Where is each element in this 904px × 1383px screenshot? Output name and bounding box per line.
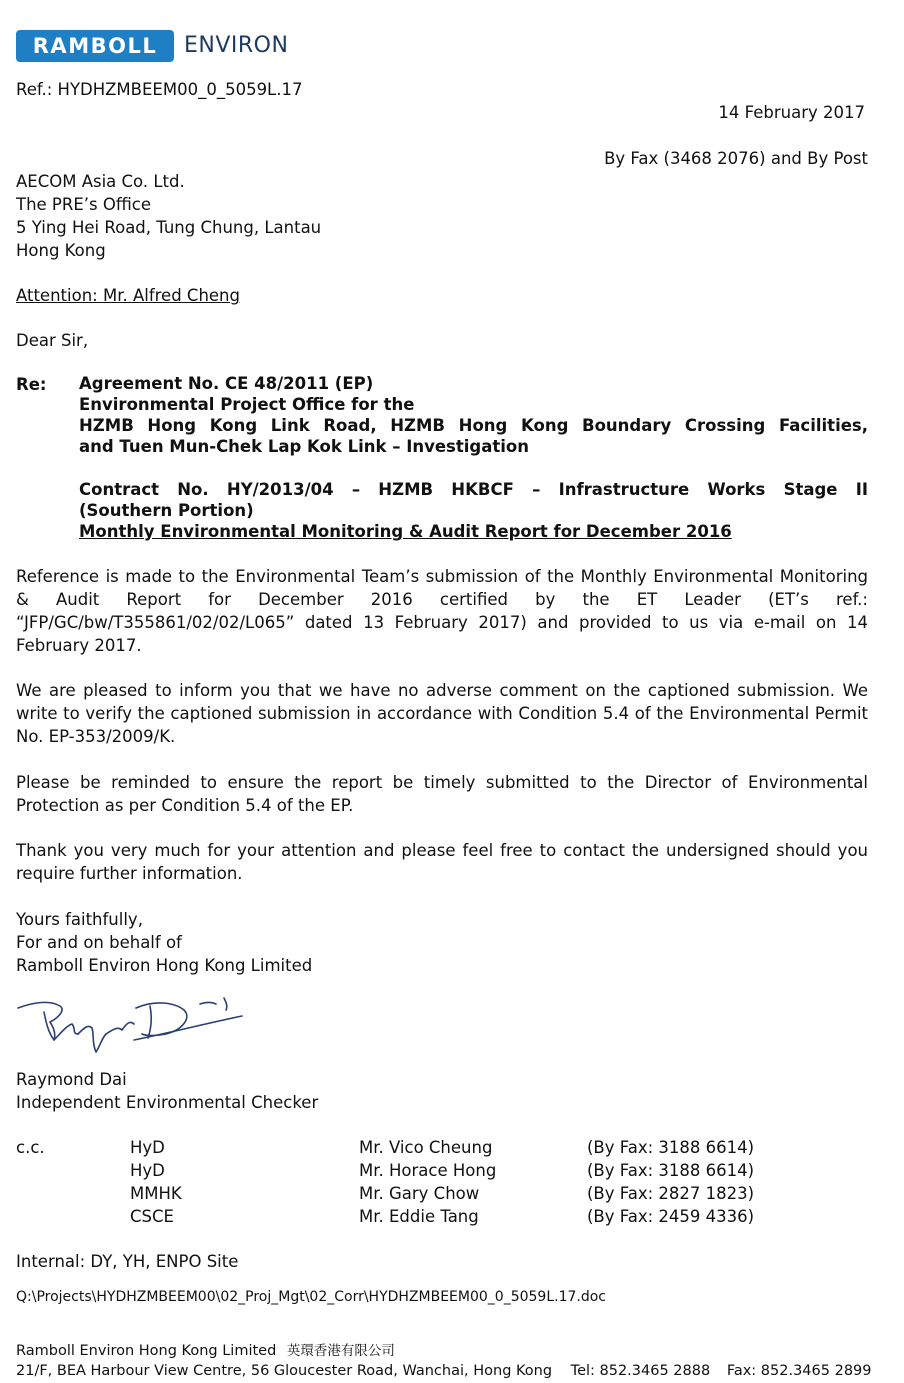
cc-fax: (By Fax: 2459 4336) [587,1207,755,1226]
cc-person: Mr. Horace Hong [359,1161,497,1180]
signatory-name: Raymond Dai [16,1070,127,1089]
subject-line: HZMB Hong Kong Link Road, HZMB Hong Kong Boundary Crossing Facilities, [79,416,868,435]
body-paragraph: Reference is made to the Environmental Team’s submission of the Monthly Environmental Monitoring & Audit Report for December 2016 certified by the ET Leader (ET’s ref.: “JFP/GC/bw/T355861/02/02/L065” dated 13 February 2017) and provided to us via e-mail on 14 February 2017. [16,567,868,655]
salutation: Dear Sir, [16,331,89,350]
cc-list [0,1136,904,1236]
reference-number: Ref.: HYDHZMBEEM00_0_5059L.17 [16,80,303,99]
cc-label: c.c. [16,1138,45,1157]
subject-line: (Southern Portion) [79,501,254,520]
footer-tel: Tel: 852.3465 2888 [570,1363,711,1379]
address-line: Hong Kong [16,241,106,260]
recipient-address [16,170,321,262]
address-line: The PRE’s Office [16,195,152,214]
body-paragraph: We are pleased to inform you that we have no adverse comment on the captioned submission. We write to verify the captioned submission in accordance with Condition 5.4 of the Environmental Permit No. EP-353/2009/K. [16,681,868,746]
environ-logo-text: ENVIRON [184,33,289,58]
body-paragraph: Thank you very much for your attention and please feel free to contact the undersigned should you require further information. [16,841,868,883]
file-path: Q:\Projects\HYDHZMBEEM00\02_Proj_Mgt\02_Corr\HYDHZMBEEM00_0_5059L.17.doc [16,1289,606,1305]
re-label: Re: [16,375,47,394]
cc-org: MMHK [130,1184,182,1203]
cc-fax: (By Fax: 3188 6614) [587,1138,755,1157]
handwritten-signature [14,994,246,1060]
closing-line: For and on behalf of [16,933,182,952]
ramboll-logo: RAMBOLL [16,30,174,62]
footer-fax: Fax: 852.3465 2899 [726,1363,872,1379]
footer-address: 21/F, BEA Harbour View Centre, 56 Gloucester Road, Wanchai, Hong Kong [16,1363,553,1379]
cc-org: CSCE [130,1207,174,1226]
subject-line: and Tuen Mun-Chek Lap Kok Link – Investigation [79,437,529,456]
address-line: 5 Ying Hei Road, Tung Chung, Lantau [16,218,322,237]
internal-distribution: Internal: DY, YH, ENPO Site [16,1252,239,1271]
subject-line: Environmental Project Office for the [79,395,415,414]
cc-person: Mr. Gary Chow [359,1184,480,1203]
cc-org: HyD [130,1138,165,1157]
subject-block [79,373,868,542]
subject-line: Monthly Environmental Monitoring & Audit Report for December 2016 [79,522,732,541]
footer-company-chinese: 英環香港有限公司 [286,1343,395,1359]
cc-person: Mr. Vico Cheung [359,1138,493,1157]
letter-date: 14 February 2017 [718,103,865,122]
footer-company-name: Ramboll Environ Hong Kong Limited [16,1343,277,1359]
closing-line: Yours faithfully, [16,910,143,929]
closing-block [16,908,312,977]
subject-line: Contract No. HY/2013/04 – HZMB HKBCF – Infrastructure Works Stage II [79,480,868,499]
subject-line: Agreement No. CE 48/2011 (EP) [79,374,374,393]
cc-fax: (By Fax: 3188 6614) [587,1161,755,1180]
delivery-method: By Fax (3468 2076) and By Post [604,149,868,168]
address-line: AECOM Asia Co. Ltd. [16,172,185,191]
cc-person: Mr. Eddie Tang [359,1207,479,1226]
attention-line: Attention: Mr. Alfred Cheng [16,286,240,305]
cc-org: HyD [130,1161,165,1180]
body-paragraph: Please be reminded to ensure the report be timely submitted to the Director of Environmental Protection as per Condition 5.4 of the EP. [16,773,868,815]
cc-fax: (By Fax: 2827 1823) [587,1184,755,1203]
closing-line: Ramboll Environ Hong Kong Limited [16,956,313,975]
signatory-title: Independent Environmental Checker [16,1093,319,1112]
